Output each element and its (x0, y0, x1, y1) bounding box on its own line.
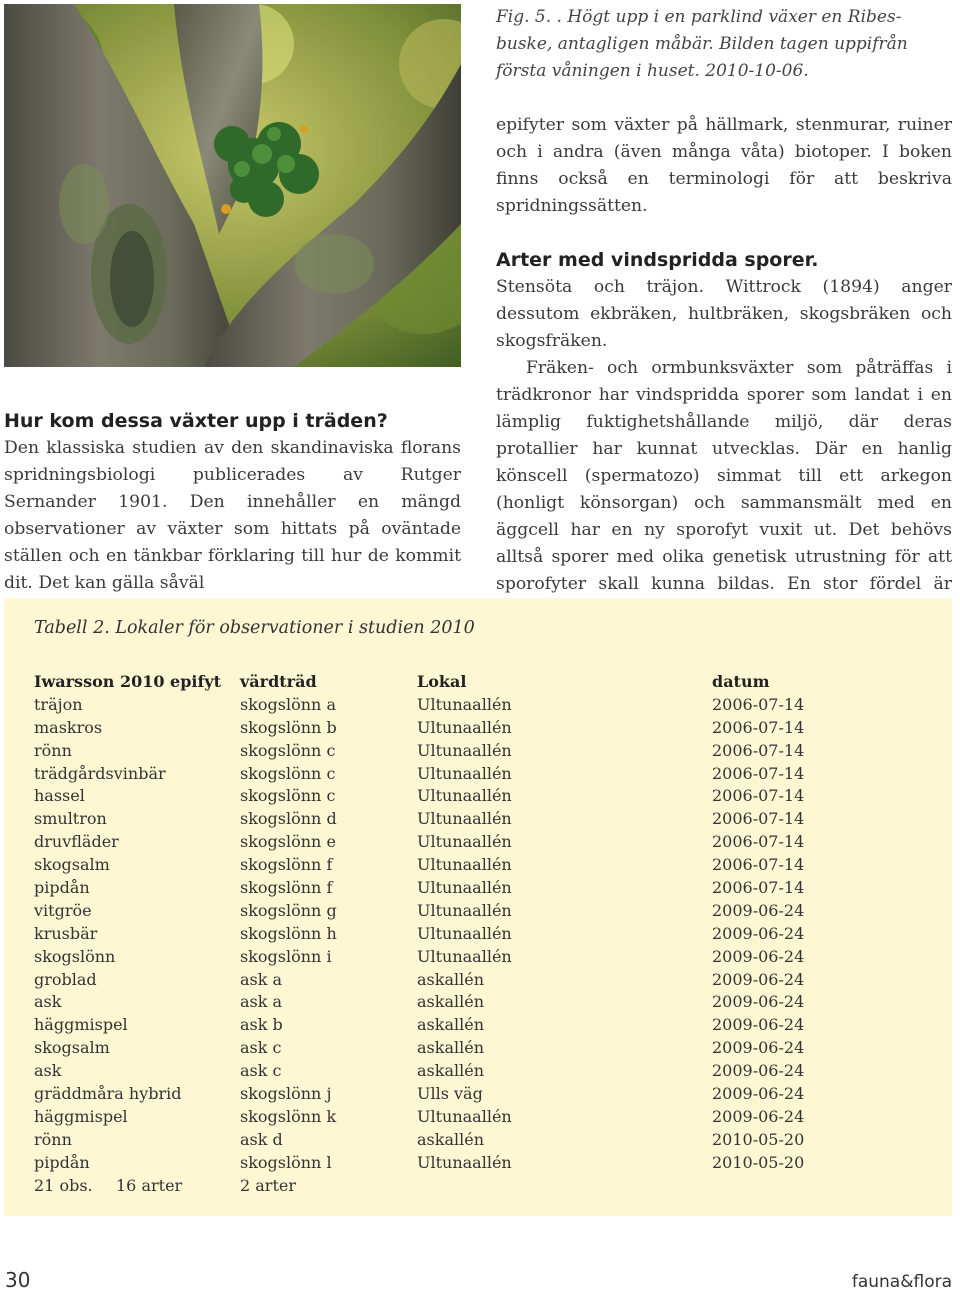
table-row (34, 785, 934, 808)
table-cell: skogsalm (34, 1038, 110, 1058)
body-paragraph: epifyter som växter på hällmark, stenmurar, ruiner och i andra (även många våta) biotoper. I boken finns också en terminologi för att beskriva spridningssätten. (496, 115, 952, 216)
table-cell: maskros (34, 717, 103, 737)
table-row (34, 1014, 934, 1037)
table-row (34, 1083, 934, 1106)
column-header: värdträd (240, 672, 317, 691)
table-cell: skogslönn c (240, 786, 336, 806)
table-cell: träjon (34, 694, 83, 714)
table-cell: skogslönn c (240, 763, 336, 783)
table-cell: skogslönn d (240, 809, 337, 829)
table-row (34, 808, 934, 831)
table-cell: Ultunaallén (417, 740, 512, 760)
table-cell: askallén (417, 1038, 484, 1058)
table-cell: skogslönn l (240, 1152, 332, 1172)
table-cell: ask c (240, 1038, 282, 1058)
table-cell: 2010-05-20 (712, 1152, 805, 1172)
table-cell: Ultunaallén (417, 832, 512, 852)
table-cell: 2009-06-24 (712, 1061, 805, 1081)
table-cell: häggmispel (34, 1015, 128, 1035)
table-cell: 2009-06-24 (712, 1038, 805, 1058)
table-row (34, 763, 934, 786)
table-row (34, 900, 934, 923)
host-count: 2 arter (240, 1175, 296, 1195)
section-heading: Hur kom dessa växter upp i träden? (4, 410, 388, 432)
table-cell: 2006-07-14 (712, 717, 805, 737)
table-cell: 2006-07-14 (712, 694, 805, 714)
table-row (34, 991, 934, 1014)
table-cell: krusbär (34, 923, 98, 943)
table-cell: ask d (240, 1129, 283, 1149)
table-cell: skogslönn g (240, 900, 337, 920)
table-cell: skogslönn (34, 946, 116, 966)
table-cell: Ultunaallén (417, 694, 512, 714)
table-cell: 2009-06-24 (712, 992, 805, 1012)
table-cell: rönn (34, 1129, 72, 1149)
table-cell: smultron (34, 809, 107, 829)
table-row (34, 1060, 934, 1083)
table-cell: skogslönn f (240, 878, 333, 898)
table-cell: askallén (417, 969, 484, 989)
table-cell: 2009-06-24 (712, 923, 805, 943)
table-cell: Ultunaallén (417, 946, 512, 966)
table-cell: 2009-06-24 (712, 900, 805, 920)
table-cell: druvfläder (34, 832, 119, 852)
table-cell: Ultunaallén (417, 809, 512, 829)
table-cell: rönn (34, 740, 72, 760)
table-cell: 2010-05-20 (712, 1129, 805, 1149)
table-cell: 2009-06-24 (712, 1106, 805, 1126)
body-paragraph: Den klassiska studien av den skandinaviska florans spridningsbiologi publicerades av Rutger Sernander 1901. Den innehåller en mängd observationer av växter som hittats på oväntade ställen och en tänkbar förklaring till hur de kommit dit. Det kan gälla såväl (4, 438, 461, 593)
table-cell: Ultunaallén (417, 923, 512, 943)
table-cell: Ultunaallén (417, 763, 512, 783)
body-paragraph: Stensöta och träjon. Wittrock (1894) anger dessutom ekbräken, hultbräken, skogsbräken och skogsfräken. (496, 277, 952, 351)
obs-count: 21 obs. (34, 1175, 93, 1195)
table-row (34, 1152, 934, 1175)
right-column (496, 112, 952, 679)
tree-photo (4, 4, 461, 367)
table-cell: 2006-07-14 (712, 832, 805, 852)
table-cell: 2009-06-24 (712, 1015, 805, 1035)
table-cell: ask c (240, 1061, 282, 1081)
species-count: 16 arter (116, 1175, 183, 1195)
table-cell: skogsalm (34, 855, 110, 875)
table-cell: hassel (34, 786, 85, 806)
table-cell: Ultunaallén (417, 1152, 512, 1172)
table-cell: skogslönn f (240, 855, 333, 875)
table-cell: pipdån (34, 878, 90, 898)
table-row (34, 1037, 934, 1060)
table-cell: Ultunaallén (417, 1106, 512, 1126)
table-cell: askallén (417, 992, 484, 1012)
table-cell: ask a (240, 992, 283, 1012)
table-cell: skogslönn b (240, 717, 337, 737)
table-cell: 2006-07-14 (712, 878, 805, 898)
table-cell: 2006-07-14 (712, 855, 805, 875)
table-row (34, 717, 934, 740)
table-row (34, 1129, 934, 1152)
table-cell: skogslönn i (240, 946, 332, 966)
observation-table (4, 598, 952, 1216)
table-cell: askallén (417, 1015, 484, 1035)
body-paragraph: Fräken- och ormbunksväxter som påträffas i trädkronor har vindspridda sporer som landat i en lämplig fuktighetshållande miljö, där deras protallier har kunnat utvecklas. Där en hanlig könscell (spermatozo) simmat till ett arkegon (honligt könsorgan) och sammansmält med en äggcell har en ny sporofyt vuxit ut. Det behövs alltså sporer med olika genetisk utrustning för att sporofyter skall kunna bildas. En stor fördel är (496, 358, 952, 594)
table-cell: vitgröe (34, 900, 92, 920)
table-summary-row (34, 1175, 934, 1198)
table-title: Tabell 2. Lokaler för observationer i studien 2010 (34, 618, 475, 638)
table-row (34, 854, 934, 877)
table-cell: pipdån (34, 1152, 90, 1172)
table-cell: skogslönn j (240, 1084, 332, 1104)
table-cell: 2006-07-14 (712, 809, 805, 829)
table-cell: 2006-07-14 (712, 763, 805, 783)
left-column (4, 408, 461, 597)
table-cell: skogslönn k (240, 1106, 337, 1126)
table-cell: Ulls väg (417, 1084, 483, 1104)
tree-photo-image (4, 4, 461, 367)
section-heading: Arter med vindspridda sporer. (496, 249, 819, 271)
table-cell: askallén (417, 1061, 484, 1081)
table-cell: ask a (240, 969, 283, 989)
table-cell: skogslönn e (240, 832, 336, 852)
table-cell: 2009-06-24 (712, 1084, 805, 1104)
table-row (34, 923, 934, 946)
table-cell: 2006-07-14 (712, 786, 805, 806)
table-cell: 2009-06-24 (712, 946, 805, 966)
table-cell: gräddmåra hybrid (34, 1084, 182, 1104)
table-cell: Ultunaallén (417, 786, 512, 806)
table-header-row (34, 671, 934, 694)
table-row (34, 877, 934, 900)
table-row (34, 831, 934, 854)
magazine-brand: fauna&flora (851, 1272, 952, 1292)
table-cell: Ultunaallén (417, 900, 512, 920)
table-cell: häggmispel (34, 1106, 128, 1126)
table-cell: trädgårdsvinbär (34, 763, 166, 783)
table-cell: Ultunaallén (417, 717, 512, 737)
table-cell: groblad (34, 969, 97, 989)
table-cell: ask (34, 992, 62, 1012)
table-row (34, 694, 934, 717)
table-cell: skogslönn c (240, 740, 336, 760)
table-cell: ask (34, 1061, 62, 1081)
column-header: Lokal (417, 672, 467, 691)
column-header: datum (712, 672, 770, 691)
table-cell: 2006-07-14 (712, 740, 805, 760)
table-cell: skogslönn a (240, 694, 336, 714)
table-rows (34, 671, 934, 1197)
table-row (34, 740, 934, 763)
table-cell: 2009-06-24 (712, 969, 805, 989)
page-number: 30 (5, 1268, 31, 1292)
table-row (34, 1106, 934, 1129)
table-row (34, 969, 934, 992)
figure-caption: Fig. 5. . Högt upp i en parklind växer en Ribes-buske, antagligen måbär. Bilden tagen uppifrån första våningen i huset. 2010-10-06. (496, 7, 908, 81)
table-cell: Ultunaallén (417, 855, 512, 875)
table-cell: Ultunaallén (417, 878, 512, 898)
table-cell: askallén (417, 1129, 484, 1149)
table-cell: skogslönn h (240, 923, 337, 943)
table-row (34, 946, 934, 969)
column-header: Iwarsson 2010 epifyt (34, 672, 222, 691)
table-cell: ask b (240, 1015, 283, 1035)
